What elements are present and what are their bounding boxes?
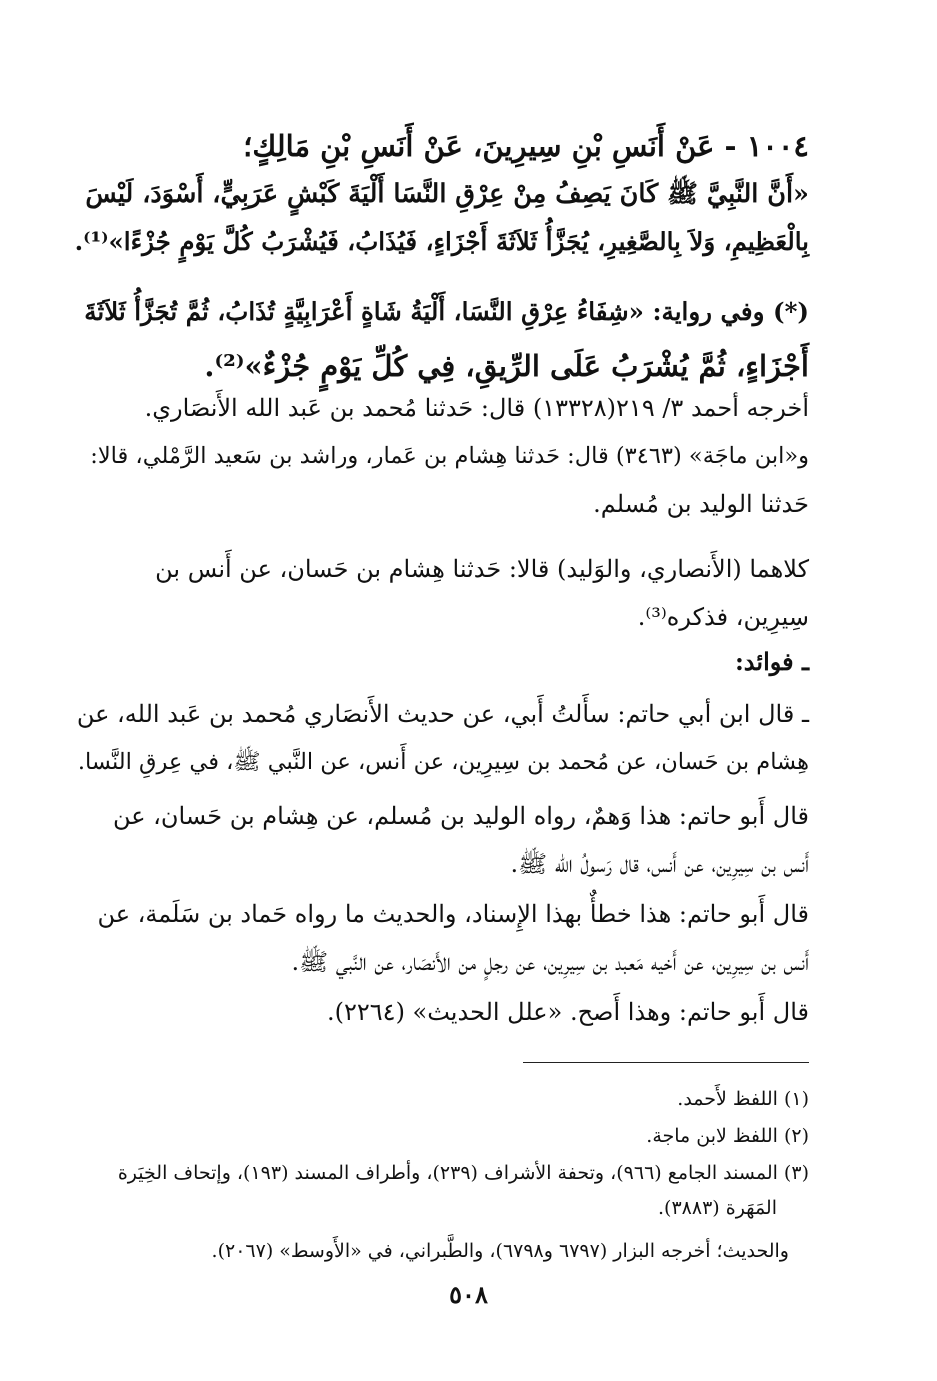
fawaid-paragraph-3 [76,890,809,986]
footnote-4: والحديث؛ أخرجه البزار (٦٧٩٧ و٦٧٩٨)، والطَّبراني، في «الأَوسط» (٢٠٦٧). [211,1240,789,1262]
takhrij-line: و«ابن ماجَة» (٣٤٦٣) قال: حَدثنا هِشام بن عَمار، وراشد بن سَعيد الرَّمْلي، قالا: [90,443,809,469]
matn-line: بِالْعَظِيمِ، وَلاَ بِالصَّغِيرِ، يُجَزَّأُ ثَلاَثَةَ أَجْزَاءٍ، فَيُذَابُ، فَيُشْرَبُ كُلَّ يَوْمٍ جُزْءًا»⁽¹⁾. [74,227,809,256]
fawaid-paragraph-1 [76,690,809,786]
variant-line: أَجْزَاءٍ، ثُمَّ يُشْرَبُ عَلَى الرِّيقِ، فِي كُلِّ يَوْمٍ جُزْءٌ»⁽²⁾. [204,349,809,383]
hadith-matn [76,170,809,266]
hadith-heading-text: ١٠٠٤ - عَنْ أَنَسِ بْنِ سِيرِينَ، عَنْ أَنَسِ بْنِ مَالِكٍ؛ [243,129,809,163]
fawaid-line: أَنس بن سِيرِين، عن أَخيه مَعبد بن سِيرِين، عن رجلٍ من الأَنصَار، عن النَّبي ﷺ. [291,948,809,976]
footnote-divider [523,1062,809,1063]
footnote-3: (٣) المسند الجامع (٩٦٦)، وتحفة الأشراف (٢٣٩)، وأطراف المسند (١٩٣)، وإتحاف الخِيَرة [117,1162,809,1184]
footnote-1: (١) اللفظ لأَحمد. [677,1088,809,1110]
fawaid-line: ـ قال ابن أبي حاتم: سأَلتُ أَبي، عن حديث الأَنصَاري مُحمد بن عَبد الله، عن [76,700,809,728]
matn-line: «أَنَّ النَّبِيَّ ﷺ كَانَ يَصِفُ مِنْ عِرْقِ النَّسَا أَلْيَةَ كَبْشٍ عَرَبِيٍّ، أَسْوَدَ، لَيْسَ [85,179,809,209]
page-number: ٥٠٨ [449,1280,488,1309]
kilahuma-line: كلاهما (الأَنصاري، والوَليد) قالا: حَدثنا هِشام بن حَسان، عن أَنس بن [155,555,809,583]
fawaid-line: قال أَبو حاتم: هذا خطأٌ بهذا الإِسناد، والحديث ما رواه حَماد بن سَلَمة، عن [97,900,809,928]
fawaid-paragraph-2 [76,792,809,888]
kilahuma-line: سِيرِين، فذكره⁽³⁾. [637,603,809,631]
fawaid-line: قال أَبو حاتم: هذا وَهمٌ، رواه الوليد بن مُسلم، عن هِشام بن حَسان، عن [112,802,809,830]
hadith-heading [76,123,809,169]
fawaid-paragraph-4 [76,988,809,1036]
fawaid-heading [76,642,809,682]
takhrij-paragraph [76,384,809,528]
footnote-2: (٢) اللفظ لابن ماجة. [646,1125,809,1147]
fawaid-line: هِشام بن حَسان، عن مُحمد بن سِيرِين، عن أَنس، عن النَّبي ﷺ، في عِرقِ النَّسا. [77,749,809,775]
takhrij-line: أخرجه أحمد ٣/ ٢١٩(١٣٣٢٨) قال: حَدثنا مُحمد بن عَبد الله الأَنصَاري. [144,394,809,422]
variant-line: (*) وفي رواية: «شِفَاءُ عِرْقِ النَّسَا، أَلْيَةُ شَاةٍ أَعْرَابِيَّةٍ تُذَابُ، ثُمَّ تُجَزَّأُ ثَلاَثَةَ [84,297,809,326]
hadith-variant [76,284,809,394]
fawaid-line: أَنس بن سِيرِين، عن أَنس، قال رَسولُ الله ﷺ. [510,850,809,878]
footnote-3-continued: المَهَرة (٣٨٨٣). [658,1197,777,1219]
fawaid-heading-text: ـ فوائد: [734,647,809,676]
takhrij-line: حَدثنا الوليد بن مُسلم. [593,490,809,518]
kilahuma-paragraph [76,545,809,641]
fawaid-line: قال أَبو حاتم: وهذا أَصح. «علل الحديث» (٢٢٦٤). [327,998,809,1026]
